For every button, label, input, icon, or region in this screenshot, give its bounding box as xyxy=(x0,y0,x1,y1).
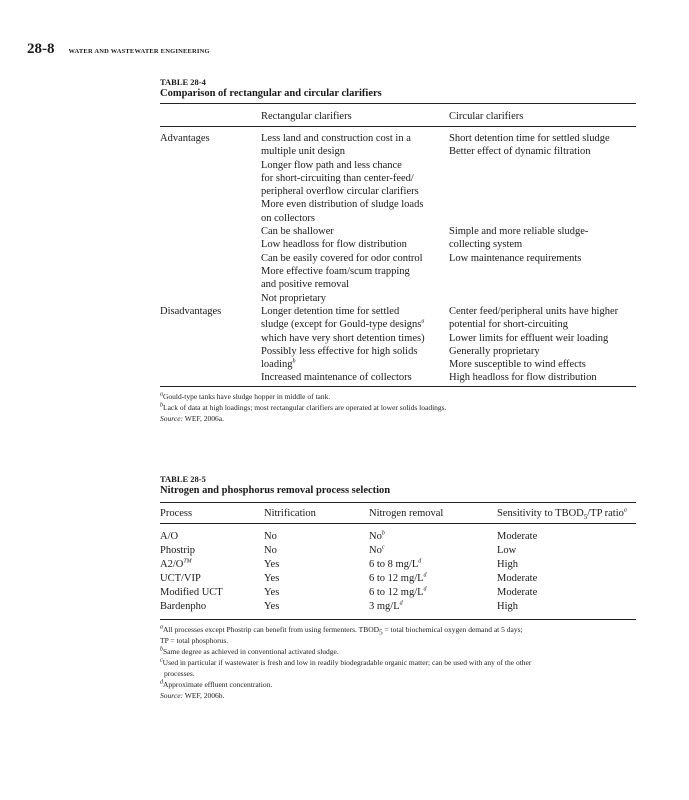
column-header-circular: Circular clarifiers xyxy=(449,111,524,122)
column-header-nitrification: Nitrification xyxy=(264,508,316,519)
adv-rect-line: More effective foam/scum trapping xyxy=(261,265,410,277)
source-line: Source: WEF, 2006a. xyxy=(160,414,224,423)
table-row-nitrification: No xyxy=(264,545,277,556)
table-row-process: UCT/VIP xyxy=(160,573,201,584)
column-header-nitrogen-removal: Nitrogen removal xyxy=(369,508,444,519)
dis-rect-line: loading$^b$ xyxy=(261,358,296,371)
table-row-nitrification: Yes xyxy=(264,573,280,584)
table-row-sensitivity: Moderate xyxy=(497,573,538,584)
footnote-d: $^d$Approximate effluent concentration. xyxy=(160,679,273,689)
adv-rect-line: Not proprietary xyxy=(261,292,327,304)
adv-circ-line: Low maintenance requirements xyxy=(449,252,582,264)
table-row-nitrification: Yes xyxy=(264,601,280,612)
disadvantages-circular xyxy=(449,305,618,385)
table-row-sensitivity: Low xyxy=(497,545,517,556)
disadvantages-rectangular xyxy=(261,305,425,385)
dis-circ-line: Generally proprietary xyxy=(449,345,540,357)
dis-rect-line: Increased maintenance of collectors xyxy=(261,372,412,384)
adv-rect-line: More even distribution of sludge loads xyxy=(261,199,424,211)
dis-rect-line: Longer detention time for settled xyxy=(261,306,400,317)
advantages-circular-1 xyxy=(449,132,610,159)
header-rule xyxy=(160,523,636,524)
column-sensitivity xyxy=(497,530,537,614)
footnotes xyxy=(160,624,636,701)
table-row-process: A/O xyxy=(160,531,179,542)
table-row-nitrogen-removal: 6 to 12 $mg/L^d$ xyxy=(369,586,427,598)
footnote-a: $^a$Gould-type tanks have sludge hopper in middle of tank. xyxy=(160,391,331,401)
row-label-disadvantages: Disadvantages xyxy=(160,306,222,317)
adv-rect-line: Low headloss for flow distribution xyxy=(261,239,407,251)
table-28-4 xyxy=(160,77,636,427)
running-head: WATER AND WASTEWATER ENGINEERING xyxy=(68,48,210,55)
table-row-sensitivity: High xyxy=(497,601,518,612)
dis-circ-line: More susceptible to wind effects xyxy=(449,359,586,371)
adv-rect-line: peripheral overflow circular clarifiers xyxy=(261,186,419,198)
table-28-5 xyxy=(160,474,636,714)
adv-circ-line: Better effect of dynamic filtration xyxy=(449,146,591,158)
dis-circ-line: Center feed/peripheral units have higher xyxy=(449,306,619,317)
table-row-process: A2/O™ xyxy=(160,558,192,570)
table-row-process: Modified UCT xyxy=(160,587,223,598)
dis-rect-line: Possibly less effective for high solids xyxy=(261,345,418,357)
footnote-mark: a xyxy=(421,318,425,325)
adv-rect-line: and positive removal xyxy=(261,279,350,291)
adv-rect-line: on collectors xyxy=(261,212,315,224)
table-row-nitrification: Yes xyxy=(264,587,280,598)
table-row-process: Phostrip xyxy=(160,545,196,556)
table-row-nitrogen-removal: 6 to 12 $mg/L^d$ xyxy=(369,572,427,584)
column-nitrogen-removal xyxy=(369,530,427,614)
adv-circ-line: collecting system xyxy=(449,239,523,251)
adv-rect-line: Can be shallower xyxy=(261,226,334,238)
table-label: TABLE 28-4 xyxy=(160,77,206,87)
advantages-circular-2 xyxy=(449,225,588,265)
table-row-nitrogen-removal: No$^c$ xyxy=(369,544,385,556)
dis-rect-line: which have very short detention times) xyxy=(261,332,425,344)
footnote-a-cont: TP = total phosphorus. xyxy=(160,636,229,645)
page-number: 28-8 xyxy=(27,41,55,57)
column-header-sensitivity: Sensitivity to $TBOD_5/TP$ ratio$^a$ xyxy=(497,507,627,522)
adv-circ-line: Short detention time for settled sludge xyxy=(449,133,610,144)
table-row-nitrogen-removal: 3 $mg/L^d$ xyxy=(369,600,403,612)
table-row-sensitivity: Moderate xyxy=(497,531,538,542)
column-nitrification xyxy=(264,530,279,614)
row-label-advantages: Advantages xyxy=(160,133,210,144)
page-header xyxy=(27,40,210,58)
table-row-nitrogen-removal: 6 to 8 $mg/L^d$ xyxy=(369,558,422,570)
dis-circ-line: Lower limits for effluent weir loading xyxy=(449,332,609,344)
adv-rect-line: for short-circuiting than center-feed/ xyxy=(261,172,414,184)
bottom-rule xyxy=(160,619,636,620)
table-title: Nitrogen and phosphorus removal process selection xyxy=(160,485,391,496)
table-label: TABLE 28-5 xyxy=(160,474,206,484)
top-rule xyxy=(160,502,636,503)
table-row-nitrification: Yes xyxy=(264,559,280,570)
adv-rect-line: Can be easily covered for odor control xyxy=(261,252,423,264)
footnote-c: $^c$Used in particular if wastewater is fresh and low in readily biodegradable organic matter; can be used with any of the other xyxy=(160,657,532,667)
footnote-b: $^b$Same degree as achieved in conventional activated sludge. xyxy=(160,646,339,656)
table-title: Comparison of rectangular and circular clarifiers xyxy=(160,88,382,99)
advantages-rectangular xyxy=(261,132,423,305)
dis-rect-line: sludge (except for Gould-type designs$^a$ xyxy=(261,318,425,331)
footnote-a: $^a$All processes except Phostrip can benefit from using fermenters. $TBOD_5$ = total biochemical oxygen demand at 5 days; xyxy=(160,624,523,637)
bottom-rule xyxy=(160,386,636,387)
footnote-b: $^b$Lack of data at high loadings; most rectangular clarifiers are operated at lower solids loadings. xyxy=(160,402,447,412)
dis-circ-line: potential for short-circuiting xyxy=(449,319,568,331)
table-row-sensitivity: High xyxy=(497,559,518,570)
column-header-process: Process xyxy=(160,508,193,519)
footnote-mark: b xyxy=(292,358,296,365)
top-rule xyxy=(160,103,636,104)
adv-rect-line: Less land and construction cost in a xyxy=(261,133,411,144)
column-header-rectangular: Rectangular clarifiers xyxy=(261,111,352,122)
table-row-nitrification: No xyxy=(264,531,277,542)
column-process xyxy=(160,530,223,614)
adv-circ-line: Simple and more reliable sludge- xyxy=(449,226,589,237)
header-rule xyxy=(160,126,636,127)
adv-rect-line: Longer flow path and less chance xyxy=(261,159,402,171)
footnote-c-cont: processes. xyxy=(164,669,195,678)
source-line: Source: WEF, 2006b. xyxy=(160,691,225,700)
dis-circ-line: High headloss for flow distribution xyxy=(449,372,597,384)
table-row-process: Bardenpho xyxy=(160,601,207,612)
adv-rect-line: multiple unit design xyxy=(261,146,345,158)
table-row-sensitivity: Moderate xyxy=(497,587,538,598)
footnotes xyxy=(160,391,446,424)
table-row-nitrogen-removal: No$^b$ xyxy=(369,530,385,542)
